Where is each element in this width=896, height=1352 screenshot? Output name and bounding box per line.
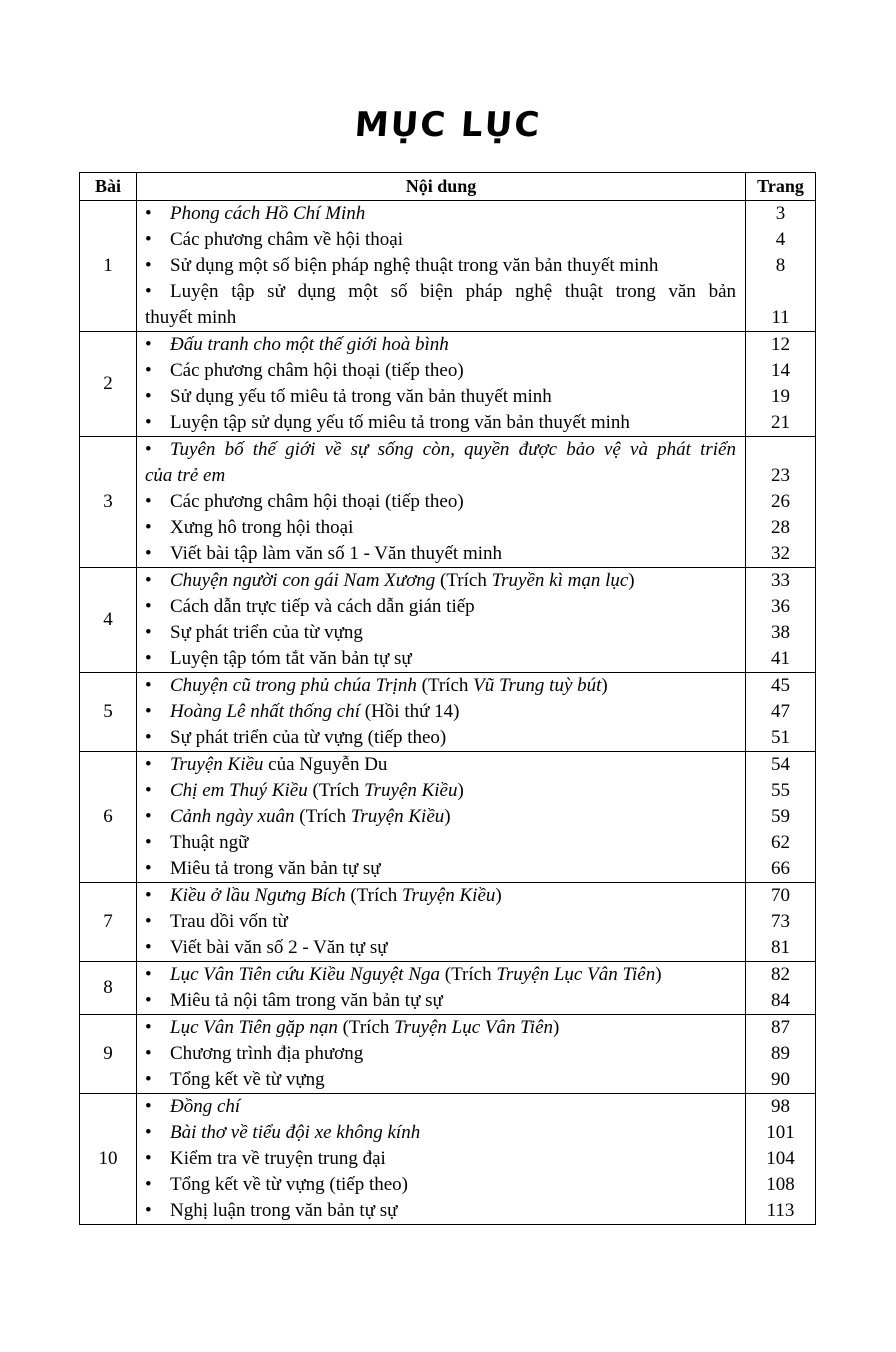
page-number: 104 xyxy=(766,1148,795,1169)
lesson-number: 6 xyxy=(80,752,137,883)
entry-text-part: (Trích xyxy=(337,1017,395,1038)
lesson-number: 2 xyxy=(80,332,137,437)
entry-text-part: (Trích xyxy=(307,780,365,801)
entry-title xyxy=(170,830,736,856)
entry-text-part: Các phương châm hội thoại (tiếp theo) xyxy=(170,360,464,381)
entry-text-part: Miêu tả nội tâm trong văn bản tự sự xyxy=(170,990,443,1011)
entry-title xyxy=(170,725,736,751)
bullet-icon xyxy=(145,358,170,384)
entry-text-part: Miêu tả trong văn bản tự sự xyxy=(170,858,381,879)
lesson-row xyxy=(80,752,816,883)
bullet-icon xyxy=(145,1094,170,1120)
bullet-icon xyxy=(145,830,170,856)
lesson-content xyxy=(137,1015,746,1094)
entry-text-part: Chuyện người con gái Nam Xương xyxy=(170,570,436,591)
entry-text-part: Luyện tập sử dụng yếu tố miêu tả trong văn bản thuyết minh xyxy=(170,412,630,433)
bullet-icon xyxy=(145,279,170,305)
lesson-row xyxy=(80,201,816,332)
entry-title xyxy=(170,594,736,620)
bullet-icon xyxy=(145,1146,170,1172)
lesson-number: 8 xyxy=(80,962,137,1015)
toc-entry xyxy=(145,909,736,935)
bullet-icon xyxy=(145,699,170,725)
toc-entry xyxy=(145,673,736,699)
page-number: 28 xyxy=(771,517,790,538)
toc-entry xyxy=(145,725,736,751)
bullet-icon xyxy=(145,778,170,804)
entry-text-part: (Trích xyxy=(345,885,402,906)
toc-entry xyxy=(145,279,736,305)
bullet-icon xyxy=(145,1015,170,1041)
lesson-row xyxy=(80,568,816,673)
entry-title xyxy=(170,1067,736,1093)
header-row xyxy=(80,173,816,201)
entry-text-part: Sử dụng một số biện pháp nghệ thuật trong văn bản thuyết minh xyxy=(170,255,659,276)
lesson-number: 1 xyxy=(80,201,137,332)
entry-text-part: Các phương châm hội thoại (tiếp theo) xyxy=(170,491,464,512)
bullet-icon xyxy=(145,1067,170,1093)
entry-continuation: thuyết minh xyxy=(145,307,237,328)
entry-text-part: (Trích xyxy=(435,570,492,591)
toc-entry xyxy=(145,332,736,358)
entry-text-part: Truyện Lục Vân Tiên xyxy=(394,1017,554,1038)
entry-text-part: Hoàng Lê nhất thống chí xyxy=(170,701,360,722)
lesson-number: 10 xyxy=(80,1094,137,1225)
entry-text-part: Luyện tập tóm tắt văn bản tự sự xyxy=(170,648,412,669)
entry-text-part: Lục Vân Tiên cứu Kiều Nguyệt Nga xyxy=(170,964,441,985)
entry-title xyxy=(170,332,736,358)
entry-title xyxy=(170,515,736,541)
bullet-icon xyxy=(145,856,170,882)
entry-text-part: Truyện Kiều xyxy=(350,806,445,827)
entry-text-part: Kiều ở lầu Ngưng Bích xyxy=(170,885,346,906)
entry-text-part: Cảnh ngày xuân xyxy=(170,806,295,827)
page-number: 54 xyxy=(771,754,790,775)
toc-entry xyxy=(145,988,736,1014)
bullet-icon xyxy=(145,568,170,594)
entry-text-part: Đấu tranh cho một thế giới hoà bình xyxy=(170,334,449,355)
page-number: 33 xyxy=(771,570,790,591)
bullet-icon xyxy=(145,673,170,699)
entry-title xyxy=(170,752,736,778)
entry-title xyxy=(170,384,736,410)
entry-text-part: Bài thơ về tiểu đội xe không kính xyxy=(170,1122,421,1143)
toc-entry xyxy=(145,201,736,227)
lesson-content xyxy=(137,752,746,883)
entry-text-part: Trau dồi vốn từ xyxy=(170,911,288,932)
toc-entry xyxy=(145,830,736,856)
page-number: 41 xyxy=(771,648,790,669)
entry-text-part: Truyện Kiều xyxy=(401,885,496,906)
bullet-icon xyxy=(145,515,170,541)
toc-entry xyxy=(145,1067,736,1093)
toc-entry xyxy=(145,594,736,620)
toc-entry xyxy=(145,1094,736,1120)
entry-text-part: Sự phát triển của từ vựng xyxy=(170,622,363,643)
toc-entry xyxy=(145,384,736,410)
toc-entry xyxy=(145,1015,736,1041)
bullet-icon xyxy=(145,410,170,436)
bullet-icon xyxy=(145,201,170,227)
entry-text-part: ) xyxy=(457,780,464,801)
page-spacer xyxy=(746,437,815,463)
toc-entry xyxy=(145,778,736,804)
bullet-icon xyxy=(145,804,170,830)
toc-entry xyxy=(145,1146,736,1172)
lesson-number: 5 xyxy=(80,673,137,752)
entry-text-part: Đồng chí xyxy=(170,1096,241,1117)
bullet-icon xyxy=(145,332,170,358)
bullet-icon xyxy=(145,752,170,778)
lesson-row xyxy=(80,437,816,568)
toc-entry xyxy=(145,962,736,988)
entry-text-part: Tuyên bố thế giới về sự sống còn, quyền được bảo vệ và phát triển xyxy=(170,439,736,460)
page-number: 81 xyxy=(771,937,790,958)
lesson-content xyxy=(137,1094,746,1225)
page-number: 23 xyxy=(771,465,790,486)
toc-entry xyxy=(145,883,736,909)
bullet-icon xyxy=(145,988,170,1014)
entry-title xyxy=(170,358,736,384)
entry-text-part: Thuật ngữ xyxy=(170,832,249,853)
entry-title xyxy=(170,935,736,961)
entry-text-part: ) xyxy=(601,675,608,696)
entry-text-part: ) xyxy=(628,570,635,591)
page-number: 38 xyxy=(771,622,790,643)
entry-title xyxy=(170,1198,736,1224)
entry-text-part: (Trích xyxy=(440,964,497,985)
page-number: 90 xyxy=(771,1069,790,1090)
bullet-icon xyxy=(145,646,170,672)
toc-entry xyxy=(145,752,736,778)
page-number: 11 xyxy=(771,307,790,328)
entry-title xyxy=(170,883,736,909)
lesson-pages xyxy=(746,673,816,752)
entry-title xyxy=(170,279,736,305)
entry-text-part: ) xyxy=(444,806,451,827)
page-number: 113 xyxy=(766,1200,795,1221)
entry-title xyxy=(170,1094,736,1120)
entry-title xyxy=(170,227,736,253)
bullet-icon xyxy=(145,253,170,279)
lesson-number: 7 xyxy=(80,883,137,962)
entry-text-part: Sự phát triển của từ vựng (tiếp theo) xyxy=(170,727,447,748)
bullet-icon xyxy=(145,594,170,620)
lesson-number: 4 xyxy=(80,568,137,673)
entry-title xyxy=(170,1172,736,1198)
toc-entry xyxy=(145,358,736,384)
lesson-pages xyxy=(746,962,816,1015)
page-number: 14 xyxy=(771,360,790,381)
toc-entry xyxy=(145,437,736,463)
page-number: 59 xyxy=(771,806,790,827)
entry-title xyxy=(170,699,736,725)
lesson-pages xyxy=(746,1015,816,1094)
page-number: 108 xyxy=(766,1174,795,1195)
toc-entry xyxy=(145,1120,736,1146)
bullet-icon xyxy=(145,962,170,988)
toc-entry xyxy=(145,253,736,279)
entry-title xyxy=(170,1015,736,1041)
entry-title xyxy=(170,856,736,882)
entry-text-part: Truyện Kiều xyxy=(170,754,264,775)
toc-entry xyxy=(145,227,736,253)
entry-title xyxy=(170,568,736,594)
entry-text-part: Truyện Lục Vân Tiên xyxy=(496,964,656,985)
lesson-pages xyxy=(746,883,816,962)
page-number: 45 xyxy=(771,675,790,696)
page-number: 8 xyxy=(775,255,786,276)
entry-title xyxy=(170,410,736,436)
entry-text-part: Cách dẫn trực tiếp và cách dẫn gián tiếp xyxy=(170,596,475,617)
entry-text-part: Viết bài văn số 2 - Văn tự sự xyxy=(170,937,388,958)
toc-entry xyxy=(145,515,736,541)
page-number: 3 xyxy=(775,203,786,224)
lesson-pages xyxy=(746,201,816,332)
page-number: 47 xyxy=(771,701,790,722)
entry-text-part: Luyện tập sử dụng một số biện pháp nghệ thuật trong văn bản xyxy=(170,281,736,302)
toc-entry xyxy=(145,410,736,436)
lesson-content xyxy=(137,332,746,437)
lesson-pages xyxy=(746,568,816,673)
entry-title xyxy=(170,1146,736,1172)
bullet-icon xyxy=(145,1041,170,1067)
entry-text-part: Tổng kết về từ vựng xyxy=(170,1069,325,1090)
lesson-pages xyxy=(746,332,816,437)
page-number: 98 xyxy=(771,1096,790,1117)
entry-text-part: Các phương châm về hội thoại xyxy=(170,229,403,250)
header-lesson: Bài xyxy=(80,173,137,201)
entry-text-part: Vũ Trung tuỳ bút xyxy=(473,675,602,696)
page-number: 26 xyxy=(771,491,790,512)
lesson-row xyxy=(80,962,816,1015)
entry-text-part: ) xyxy=(655,964,662,985)
page-number: 73 xyxy=(771,911,790,932)
toc-body xyxy=(80,201,816,1225)
toc-entry xyxy=(145,568,736,594)
lesson-row xyxy=(80,332,816,437)
toc-entry xyxy=(145,1041,736,1067)
lesson-content xyxy=(137,201,746,332)
toc-entry xyxy=(145,489,736,515)
entry-continuation: của trẻ em xyxy=(145,465,226,486)
bullet-icon xyxy=(145,489,170,515)
lesson-content xyxy=(137,883,746,962)
entry-text-part: Chuyện cũ trong phủ chúa Trịnh xyxy=(170,675,417,696)
entry-text-part: Sử dụng yếu tố miêu tả trong văn bản thuyết minh xyxy=(170,386,552,407)
entry-text-part: Xưng hô trong hội thoại xyxy=(170,517,354,538)
toc-entry xyxy=(145,804,736,830)
entry-text-part: của Nguyễn Du xyxy=(263,754,388,775)
bullet-icon xyxy=(145,909,170,935)
page-number: 32 xyxy=(771,543,790,564)
toc-entry xyxy=(145,541,736,567)
entry-title xyxy=(170,201,736,227)
bullet-icon xyxy=(145,227,170,253)
lesson-row xyxy=(80,673,816,752)
entry-title xyxy=(170,489,736,515)
entry-title xyxy=(170,673,736,699)
bullet-icon xyxy=(145,541,170,567)
bullet-icon xyxy=(145,1198,170,1224)
bullet-icon xyxy=(145,1120,170,1146)
entry-title xyxy=(170,909,736,935)
toc-entry xyxy=(145,935,736,961)
page-number: 87 xyxy=(771,1017,790,1038)
entry-text-part: Truyện Kiều xyxy=(364,780,458,801)
bullet-icon xyxy=(145,620,170,646)
toc-entry xyxy=(145,620,736,646)
header-content: Nội dung xyxy=(137,173,746,201)
page-number: 51 xyxy=(771,727,790,748)
bullet-icon xyxy=(145,883,170,909)
entry-text-part: (Trích xyxy=(294,806,351,827)
toc-entry xyxy=(145,856,736,882)
header-page: Trang xyxy=(746,173,816,201)
entry-text-part: Phong cách Hồ Chí Minh xyxy=(170,203,366,224)
page-number: 21 xyxy=(771,412,790,433)
page-number: 66 xyxy=(771,858,790,879)
entry-text-part: Nghị luận trong văn bản tự sự xyxy=(170,1200,398,1221)
bullet-icon xyxy=(145,437,170,463)
entry-text-part: Tổng kết về từ vựng (tiếp theo) xyxy=(170,1174,408,1195)
entry-text-part: Viết bài tập làm văn số 1 - Văn thuyết minh xyxy=(170,543,502,564)
entry-title xyxy=(170,437,736,463)
page-number: 70 xyxy=(771,885,790,906)
page-number: 82 xyxy=(771,964,790,985)
entry-title xyxy=(170,988,736,1014)
lesson-pages xyxy=(746,437,816,568)
entry-text-part: (Trích xyxy=(416,675,474,696)
page-number: 101 xyxy=(766,1122,795,1143)
bullet-icon xyxy=(145,725,170,751)
bullet-icon xyxy=(145,1172,170,1198)
lesson-pages xyxy=(746,752,816,883)
page-spacer xyxy=(746,279,815,305)
toc-entry xyxy=(145,699,736,725)
page-number: 36 xyxy=(771,596,790,617)
lesson-row xyxy=(80,883,816,962)
lesson-row xyxy=(80,1015,816,1094)
lesson-content xyxy=(137,962,746,1015)
page-number: 19 xyxy=(771,386,790,407)
entry-text-part: ) xyxy=(495,885,502,906)
entry-title xyxy=(170,646,736,672)
page-number: 84 xyxy=(771,990,790,1011)
page-number: 12 xyxy=(771,334,790,355)
toc-entry xyxy=(145,1198,736,1224)
entry-text-part: Chị em Thuý Kiều xyxy=(170,780,308,801)
entry-text-part: ) xyxy=(553,1017,560,1038)
lesson-number: 3 xyxy=(80,437,137,568)
toc-table xyxy=(79,172,816,1225)
bullet-icon xyxy=(145,935,170,961)
entry-title xyxy=(170,253,736,279)
page-number: 62 xyxy=(771,832,790,853)
entry-text-part: Kiểm tra về truyện trung đại xyxy=(170,1148,386,1169)
entry-title xyxy=(170,1041,736,1067)
entry-text-part: Chương trình địa phương xyxy=(170,1043,364,1064)
entry-title xyxy=(170,778,736,804)
lesson-content xyxy=(137,673,746,752)
entry-title xyxy=(170,804,736,830)
lesson-content xyxy=(137,568,746,673)
entry-text-part: Lục Vân Tiên gặp nạn xyxy=(170,1017,338,1038)
toc-header xyxy=(80,173,816,201)
entry-title xyxy=(170,620,736,646)
lesson-number: 9 xyxy=(80,1015,137,1094)
toc-entry xyxy=(145,1172,736,1198)
entry-text-part: (Hồi thứ 14) xyxy=(360,701,460,722)
lesson-pages xyxy=(746,1094,816,1225)
page-number: 4 xyxy=(775,229,786,250)
lesson-row xyxy=(80,1094,816,1225)
lesson-content xyxy=(137,437,746,568)
toc-entry xyxy=(145,646,736,672)
entry-text-part: Truyền kì mạn lục xyxy=(491,570,629,591)
page-number: 89 xyxy=(771,1043,790,1064)
entry-title xyxy=(170,1120,736,1146)
bullet-icon xyxy=(145,384,170,410)
entry-title xyxy=(170,541,736,567)
page-number: 55 xyxy=(771,780,790,801)
page-title: MỤC LỤC xyxy=(353,105,543,145)
entry-title xyxy=(170,962,736,988)
